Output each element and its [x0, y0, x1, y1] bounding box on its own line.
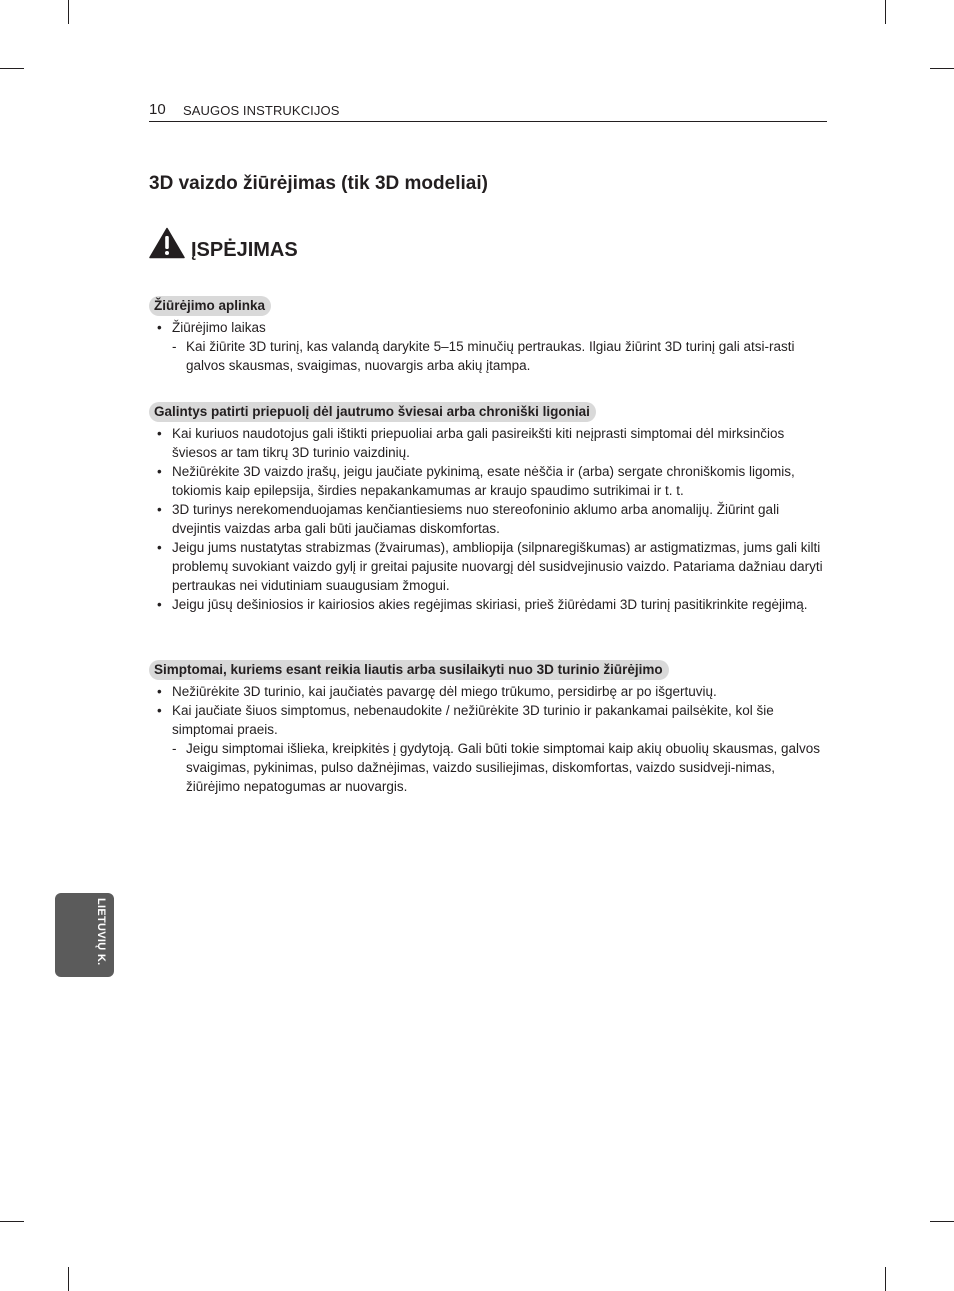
crop-mark — [68, 0, 69, 24]
bullet-item: • Kai jaučiate šiuos simptomus, nebenaudokite / nežiūrėkite 3D turinio ir pakankamai pailsėkite, kol šie simptomai praeis. — [149, 701, 831, 739]
dash-item: - Kai žiūrite 3D turinį, kas valandą darykite 5–15 minučių pertraukas. Ilgiau žiūrint 3D turinį gali atsi-rasti galvos skausmas, svaigimas, nuovargis arba akių įtampa. — [149, 337, 831, 375]
bullet-item: • Nežiūrėkite 3D vaizdo įrašų, jeigu jaučiate pykinimą, esate nėščia ir (arba) sergate chroniškomis ligomis, tokiomis kaip epilepsija, širdies nepakankamumas ar kraujo spaudimo sutrikimai ir t. t. — [149, 462, 831, 500]
section-viewing-environment — [149, 296, 831, 375]
bullet-item: • Žiūrėjimo laikas — [149, 318, 831, 337]
section-title: 3D vaizdo žiūrėjimas (tik 3D modeliai) — [149, 173, 488, 194]
bullet-item: • 3D turinys nerekomenduojamas kenčiantiesiems nuo stereofoninio aklumo arba anomalijų. Žiūrint gali dvejintis vaizdas arba gali būti jaučiamas diskomfortas. — [149, 500, 831, 538]
bullet-item: • Jeigu jums nustatytas strabizmas (žvairumas), ambliopija (silpnaregiškumas) ar astigmatizmas, jums gali kilti problemų suvokiant vaizdo gylį ir greitai pajusite nuovargį dėl susidvejinusio vaizdo. Patariama dažniau daryti pertraukas nei vidutiniam suaugusiam žmogui. — [149, 538, 831, 595]
dash-item: - Jeigu simptomai išlieka, kreipkitės į gydytoją. Gali būti tokie simptomai kaip akių obuolių skausmas, galvos svaigimas, pykinimas, pulso dažnėjimas, vaizdo susiliejimas, diskomfortas, vaizdo susidveji-nimas, žiūrėjimo nepatogumas ar nuovargis. — [149, 739, 831, 796]
warning-triangle-icon — [149, 227, 185, 259]
header-rule — [149, 121, 827, 122]
section-heading: Galintys patirti priepuolį dėl jautrumo šviesai arba chroniški ligoniai — [149, 402, 596, 422]
crop-mark — [930, 1221, 954, 1222]
language-side-tab — [55, 893, 114, 977]
bullet-item: • Jeigu jūsų dešiniosios ir kairiosios akies regėjimas skiriasi, prieš žiūrėdami 3D turinį pasitikrinkite regėjimą. — [149, 595, 831, 614]
crop-mark — [885, 0, 886, 24]
section-heading: Simptomai, kuriems esant reikia liautis arba susilaikyti nuo 3D turinio žiūrėjimo — [149, 660, 669, 680]
crop-mark — [930, 68, 954, 69]
section-heading: Žiūrėjimo aplinka — [149, 296, 271, 316]
warning-title: ĮSPĖJIMAS — [191, 239, 298, 261]
crop-mark — [0, 1221, 24, 1222]
crop-mark — [68, 1267, 69, 1291]
running-head: SAUGOS INSTRUKCIJOS — [183, 103, 340, 118]
section-seizure-risk — [149, 402, 831, 614]
crop-mark — [0, 68, 24, 69]
crop-mark — [885, 1267, 886, 1291]
section-symptoms — [149, 660, 831, 796]
bullet-item: • Nežiūrėkite 3D turinio, kai jaučiatės pavargę dėl miego trūkumo, persidirbę ar po išgertuvių. — [149, 682, 831, 701]
language-tab-label: LIETUVIŲ K. — [95, 898, 107, 966]
page-number: 10 — [149, 101, 166, 118]
bullet-item: • Kai kuriuos naudotojus gali ištikti priepuoliai arba gali pasireikšti kiti neįprasti simptomai dėl mirksinčios šviesos ar tam tikrų 3D turinio vaizdinių. — [149, 424, 831, 462]
